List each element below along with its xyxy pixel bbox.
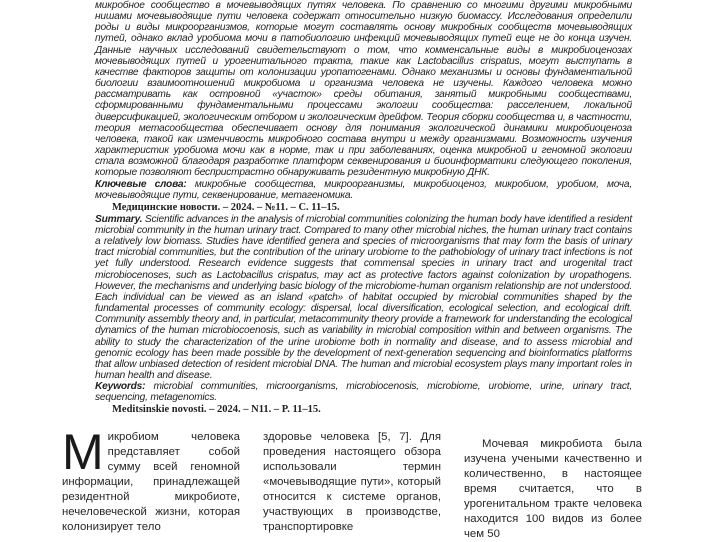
body-col1-text: икробиом человека представляет собой сумму всей геномной информации, принадлежащей резидентной микробиоте, нечеловеческой жизни, которая колонизирует тело [62,431,240,534]
abstract-en-keywords [95,381,632,403]
summary-label: Summary. [95,213,143,225]
abstract-block [95,0,632,416]
keywords-en-list: microbial communities, microorganisms, microbiocenosis, microbiome, urobiome, urine, urinary tract, sequencing, metagenomics. [95,381,632,404]
body-col2-text: здоровье человека [5, 7]. Для проведения настоящего обзора использовали термин «мочевыводящие пути», который относится к системе органов, участвующих в производстве, транспортировке [263,431,441,534]
body-paragraph-1 [62,424,240,535]
body-column-3 [464,430,642,542]
body-column-1 [62,424,240,535]
body-columns [62,424,642,542]
abstract-en-text [95,214,632,381]
keywords-ru-label: Ключевые слова: [95,178,187,190]
citation-en: Meditsinskie novosti. – 2024. – N11. – P. 11–15. [112,404,321,416]
keywords-en-label: Keywords: [95,381,146,393]
summary-text: Scientific advances in the analysis of microbial communities colonizing the human body have identified a resident microbial community in the human urinary tract. Compared to many other microbial niches, the human urinary tract contains a relatively low biomass. Studies have identified genera and species of microorganisms that may form the basis of urinary tract microbial communities, but the contribution of the urinary urobiome to the pathobiology of urinary tract infections is not yet fully understood. Research evidence suggests that commensal species in urinary tract and urogenital tract microbiocenoses, such as Lactobacillus crispatus, may act as protective factors against colonization by uropathogens. However, the mechanisms and underlying basic biology of the microbiome-human organism relationship are not understood. Each individual can be viewed as an island «patch» of habitat occupied by microbial communities shaped by the fundamental processes of community ecology: dispersal, local diversification, ecological selection, and ecological drift. Community assembly theory and, in particular, metacommunity theory provide a framework for understanding the ecological dynamics of the human microbiocoenosis, such as variability in microbial composition within and between organisms. The ability to study the characterization of the urine urobiome both in normality and disease, and to assess microbial and genomic ecology has been made possible by the development of next-generation sequencing and bioinformatics platforms that allow unbiased detection of resident microbial DNA. The human and microbial ecosystem plays many important roles in human health and disease. [95,213,632,381]
citation-ru: Медицинские новости. – 2024. – №11. – С. 11–15. [112,201,340,213]
body-column-2 [263,430,441,535]
abstract-ru-keywords [95,179,632,201]
keywords-ru-list: микробные сообщества, микроорганизмы, микробиоценоз, микробиом, уробиом, моча, мочевыводящие пути, секвенирование, метагеномика. [95,178,632,201]
page [62,0,642,542]
drop-cap: М [62,424,104,481]
abstract-ru-text: микробное сообщество в мочевыводящих путях человека. По сравнению со многими другими микробными нишами мочевыводящие пути человека содержат относительно низкую биомассу. Исследования определили роды и виды микроорганизмов, которые могут составлять основу микробных сообществ мочевыводящих путей, однако вклад уробиома мочи в патобиологию инфекций мочевыводящих путей еще не до конца изучен. Данные научных исследований свидетельствуют о том, что комменсальные виды в микробиоценозах мочевыводящих путей и урогенитального тракта, такие как Lactobacillus crispatus, могут выступать в качестве факторов защиты от колонизации уропатогенами. Однако механизмы и основы фундаментальной биологии взаимоотношений микробиома и организма человека не изучены. Каждого человека можно рассматривать как островной «участок» среды обитания, занятый микробными сообществами, сформированными фундаментальными процессами экологии сообщества: расселением, локальной диверсификацией, экологическим отбором и экологическим дрейфом. Теория сборки сообщества и, в частности, теория метасообщества обеспечивает основу для понимания экологической динамики микробиоценоза человека, такой как изменчивость микробного состава внутри и между организмами. Возможность изучения характеристик уробиома мочи как в норме, так и при заболеваниях, оценка микробной и геномной экологии стала возможной благодаря разработке платформ секвенирования и биоинформатики следующего поколения, которые позволяют беспристрастно обнаруживать резидентную микробную ДНК. [95,0,632,179]
body-col3-text: Мочевая микробиота была изучена учеными качественно и количественно, в настоящее время считается, что в урогенитальном тракте человека находится 100 видов из более чем 50 [464,438,642,541]
